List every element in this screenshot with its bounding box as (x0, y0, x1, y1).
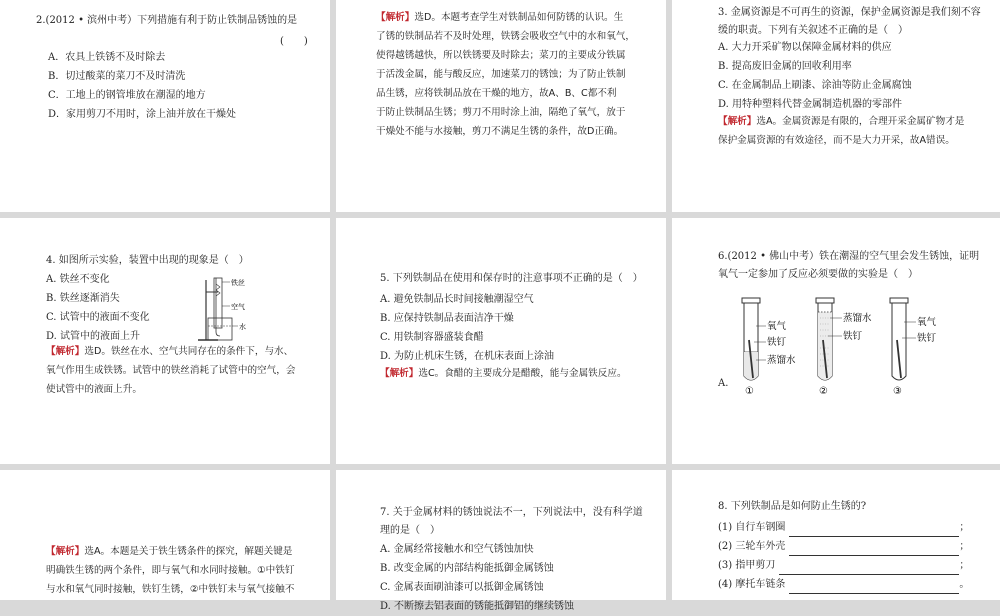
fill-item-end: ； (959, 522, 970, 533)
answer-blank[interactable] (789, 543, 959, 556)
answer-paren: ( ) (280, 36, 308, 47)
analysis-line: 氧气作用生成铁锈。试管中的铁丝消耗了试管中的空气，会 (46, 365, 296, 376)
option-d: D. 不断擦去铝表面的锈能抵御铝的继续锈蚀 (380, 601, 575, 612)
analysis-line: 品生锈，应将铁制品放在干燥的地方，故A、B、C都不利 (376, 88, 617, 99)
option-a: A．农具上铁锈不及时除去 (48, 52, 166, 63)
slide-question-6 (672, 218, 1000, 464)
analysis-text (718, 112, 998, 150)
fill-item-4 (718, 575, 988, 594)
tube1-label-oxygen: 氧气 (767, 321, 787, 332)
option-d: D. 为防止机床生锈，在机床表面上涂油 (380, 351, 555, 362)
slide-analysis-2 (336, 0, 666, 212)
question-line: 7. 关于金属材料的锈蚀说法不一，下列说法中，没有科学道 (380, 507, 643, 518)
analysis-text (380, 364, 664, 383)
option-b: B. 应保持铁制品表面洁净干燥 (380, 313, 514, 324)
analysis-text (376, 8, 666, 141)
fill-item-label: (3) 指甲剪刀 (718, 560, 776, 571)
question-7-text (380, 504, 664, 540)
question-line: 缓的职责。下列有关叙述不正确的是（ ） (718, 25, 908, 36)
analysis-line: 选C。食醋的主要成分是醋酸，能与金属铁反应。 (418, 368, 627, 379)
analysis-text (46, 542, 328, 599)
analysis-tag: 【解析】 (376, 12, 415, 23)
analysis-tag: 【解析】 (46, 346, 85, 357)
tube1-label-water: 蒸馏水 (767, 355, 796, 366)
option-b: B. 提高废旧金属的回收利用率 (718, 61, 852, 72)
analysis-line: 了锈的铁制品若不及时处理，铁锈会吸收空气中的水和氧气， (376, 31, 636, 42)
slide-question-5 (336, 218, 666, 464)
slide-analysis-6 (0, 470, 330, 600)
analysis-tag: 【解析】 (380, 368, 419, 379)
slide-question-8 (672, 470, 1000, 600)
option-d: D．家用剪刀不用时，涂上油并放在干燥处 (48, 109, 237, 120)
analysis-line: 使得越锈越快，所以铁锈要及时除去；菜刀的主要成分铁属 (376, 50, 626, 61)
question-6-text (718, 248, 998, 284)
question-line: 理的是（ ） (380, 525, 440, 536)
option-c: C. 用铁制容器盛装食醋 (380, 332, 484, 343)
analysis-line: 干燥处不能与水接触，剪刀不满足生锈的条件，故D正确。 (376, 126, 624, 137)
tube1-number: ① (745, 386, 754, 397)
tube1-label-nail: 铁钉 (767, 337, 787, 348)
tube2-label-nail: 铁钉 (843, 331, 863, 342)
option-c: C. 在金属制品上刷漆、涂油等防止金属腐蚀 (718, 80, 912, 91)
analysis-line: 选A。本题是关于铁生锈条件的探究，解题关键是 (84, 546, 293, 557)
fill-item-label: (1) 自行车钢圈 (718, 522, 786, 533)
fill-item-3 (718, 556, 988, 575)
analysis-line: 保护金属资源的有效途径，而不是大力开采，故A错误。 (718, 135, 955, 146)
label-air: 空气 (231, 303, 245, 311)
option-d: D. 试管中的液面上升 (46, 331, 141, 342)
question-4-text: 4. 如图所示实验，装置中出现的现象是（ ） (46, 255, 249, 266)
question-line: 3. 金属资源是不可再生的资源，保护金属资源是我们刻不容 (718, 7, 981, 18)
analysis-line: 选D。本题考查学生对铁制品如何防锈的认识。生 (414, 12, 624, 23)
option-a: A. 大力开采矿物以保障金属材料的供应 (718, 42, 892, 53)
option-a: A. 铁丝不变化 (46, 274, 110, 285)
fill-item-1 (718, 518, 988, 537)
question-2-text: 2.(2012 • 滨州中考）下列措施有利于防止铁制品锈蚀的是 (36, 15, 298, 26)
analysis-line: 于防止铁制品生锈；剪刀不用时涂上油，隔绝了氧气，放于 (376, 107, 626, 118)
iron-wire-apparatus-diagram (196, 274, 268, 346)
option-a: A. 避免铁制品长时间接触潮湿空气 (380, 294, 534, 305)
slide-question-7 (336, 470, 666, 612)
question-line: 6.(2012 • 佛山中考）铁在潮湿的空气里会发生锈蚀，证明 (718, 251, 980, 262)
fill-item-2 (718, 537, 988, 556)
fill-item-label: (2) 三轮车外壳 (718, 541, 786, 552)
fill-item-end: ； (959, 560, 970, 571)
option-a-label: A. (718, 378, 729, 389)
label-wire: 铁丝 (231, 279, 245, 287)
option-b: B. 铁丝逐渐消失 (46, 293, 120, 304)
question-5-text: 5. 下列铁制品在使用和保存时的注意事项不正确的是（ ） (380, 273, 643, 284)
analysis-tag: 【解析】 (46, 546, 85, 557)
fill-item-label: (4) 摩托车链条 (718, 579, 786, 590)
analysis-line: 明确铁生锈的两个条件，即与氧气和水同时接触。①中铁钉 (46, 565, 295, 576)
option-a: A. 金属经常接触水和空气锈蚀加快 (380, 544, 534, 555)
test-tubes-diagram (732, 296, 942, 396)
analysis-tag: 【解析】 (718, 116, 757, 127)
option-b: B．切过酸菜的菜刀不及时清洗 (48, 71, 186, 82)
tube3-label-oxygen: 氧气 (917, 317, 937, 328)
option-c: C. 金属表面刷油漆可以抵御金属锈蚀 (380, 582, 544, 593)
tube2-label-water: 蒸馏水 (843, 313, 872, 324)
slide-question-4 (0, 218, 330, 464)
answer-blank[interactable] (779, 562, 959, 575)
answer-blank[interactable] (789, 581, 959, 594)
question-8-text: 8. 下列铁制品是如何防止生锈的? (718, 501, 867, 512)
fill-item-end: 。 (959, 579, 970, 590)
option-b: B. 改变金属的内部结构能抵御金属锈蚀 (380, 563, 554, 574)
question-3-text (718, 4, 998, 40)
tube3-number: ③ (893, 386, 902, 397)
analysis-text (46, 342, 328, 399)
option-c: C. 试管中的液面不变化 (46, 312, 150, 323)
slide-question-2 (0, 0, 330, 212)
answer-blank[interactable] (789, 524, 959, 537)
tube2-number: ② (819, 386, 828, 397)
analysis-line: 于活泼金属，能与酸反应，加速菜刀的锈蚀；为了防止铁制 (376, 69, 626, 80)
analysis-line: 与水和氧气同时接触，铁钉生锈，②中铁钉未与氧气接触不 (46, 584, 295, 595)
question-line: 氧气一定参加了反应必须要做的实验是（ ） (718, 269, 918, 280)
slide-question-3 (672, 0, 1000, 212)
option-c: C．工地上的钢管堆放在潮湿的地方 (48, 90, 206, 101)
label-water: 水 (239, 323, 246, 331)
tube3-label-nail: 铁钉 (917, 333, 937, 344)
analysis-line: 选A。金属资源是有限的，合理开采金属矿物才是 (756, 116, 965, 127)
analysis-line: 使试管中的液面上升。 (46, 384, 142, 395)
fill-item-end: ； (959, 541, 970, 552)
analysis-line: 选D。铁丝在水、空气共同存在的条件下，与水、 (84, 346, 294, 357)
option-d: D. 用特种塑料代替金属制造机器的零部件 (718, 99, 903, 110)
